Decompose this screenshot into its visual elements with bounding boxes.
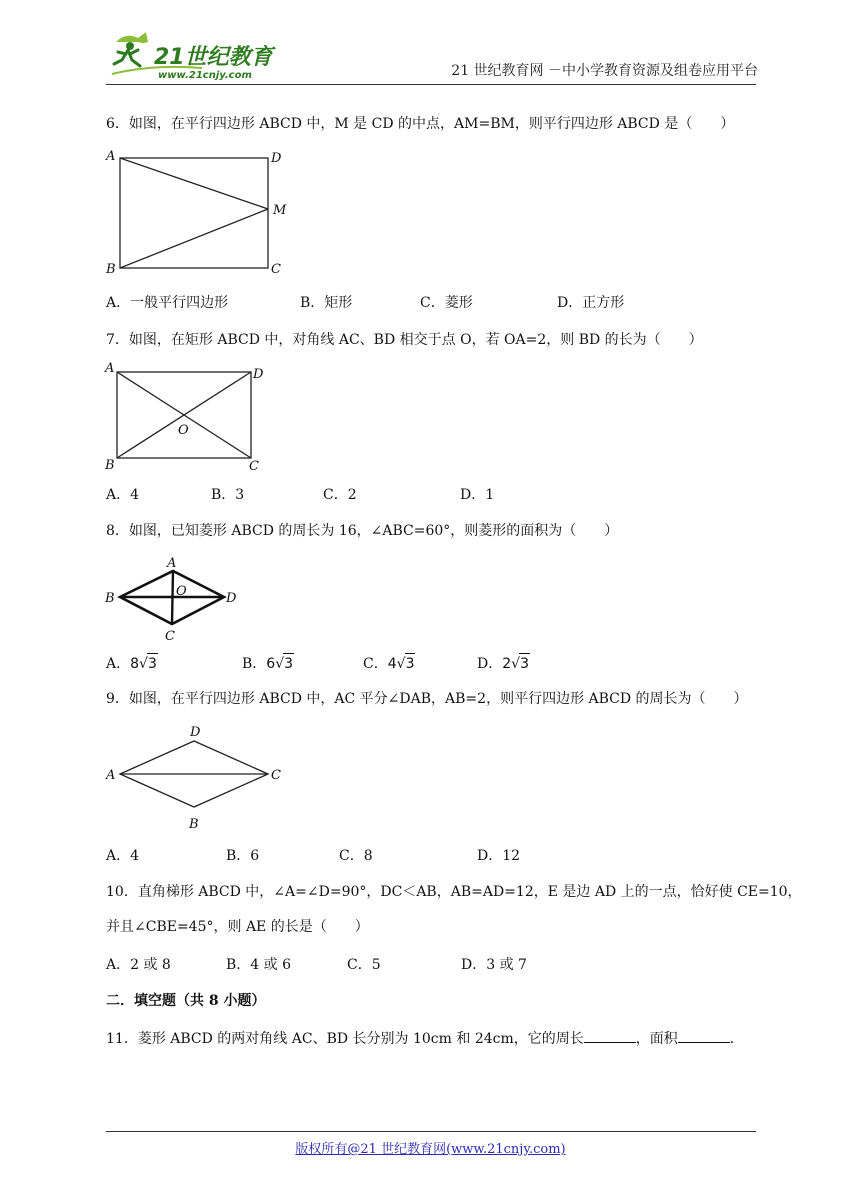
section-2-title: 二．填空题（共 8 小题） [106,993,266,1009]
area-blank [678,1028,730,1043]
question-7-figure [100,360,280,475]
question-6-figure [100,146,300,276]
q10-option-c: C．5 [347,957,381,973]
label-B: B [105,458,115,473]
q7-option-d: D．1 [460,487,495,503]
q6-option-d: D．正方形 [557,295,625,311]
question-11-text: 11．菱形 ABCD 的两对角线 AC、BD 长分别为 10cm 和 24cm，它的周长 ，面积 . [106,1028,734,1049]
q9-option-a: A．4 [106,848,140,864]
q8-option-d: D．2√3 [477,653,530,674]
logo-text: 21世纪教育 [154,45,273,70]
label-B: B [106,262,116,277]
label-A: A [106,768,116,783]
label-C: C [249,459,259,474]
q10-option-a: A．2 或 8 [106,957,171,973]
q7-option-b: B．3 [211,487,245,503]
label-D: D [253,367,264,382]
q8-option-a: A．8√3 [106,653,158,674]
q10-option-d: D．3 或 7 [461,957,527,973]
label-B: B [189,817,199,832]
question-7-text: 7．如图，在矩形 ABCD 中，对角线 AC、BD 相交于点 O，若 OA=2，则 BD 的长为（ ） [106,332,703,348]
footer-copyright-link[interactable]: 版权所有@21 世纪教育网(www.21cnjy.com) [295,1142,566,1157]
perimeter-blank [584,1028,636,1043]
q9-option-d: D．12 [477,848,521,864]
q7-option-c: C．2 [323,487,357,503]
question-6-text: 6．如图，在平行四边形 ABCD 中，M 是 CD 的中点，AM=BM，则平行四边形 ABCD 是（ ） [106,116,735,132]
label-O: O [178,423,189,438]
label-D: D [190,725,201,740]
footer-divider [106,1131,756,1132]
site-logo [108,30,288,82]
q6-option-b: B．矩形 [300,295,353,311]
question-9-figure [100,720,300,835]
q8-option-b: B．6√3 [242,653,294,674]
header-divider [106,84,756,85]
label-A: A [167,556,177,571]
label-C: C [271,768,281,783]
header-site-text: 21 世纪教育网 －中小学教育资源及组卷应用平台 [451,63,758,79]
q8-option-c: C．4√3 [363,653,415,674]
question-9-text: 9．如图，在平行四边形 ABCD 中，AC 平分∠DAB，AB=2，则平行四边形 ABCD 的周长为（ ） [106,691,748,707]
label-C: C [271,262,281,277]
question-10-text-line2: 并且∠CBE=45°，则 AE 的长是（ ） [106,919,369,935]
question-8-text: 8．如图，已知菱形 ABCD 的周长为 16，∠ABC=60°，则菱形的面积为（ ） [106,523,619,539]
q6-option-c: C．菱形 [420,295,473,311]
label-D: D [271,151,282,166]
label-D: D [226,591,237,606]
label-B: B [105,591,115,606]
label-A: A [105,361,115,376]
label-M: M [273,203,287,218]
q10-option-b: B．4 或 6 [226,957,292,973]
logo-url: www.21cnjy.com [158,70,252,81]
q9-option-b: B．6 [226,848,260,864]
question-10-text-line1: 10．直角梯形 ABCD 中，∠A=∠D=90°，DC＜AB，AB=AD=12，E 是边 AD 上的一点，恰好使 CE=10， [106,884,802,900]
label-C: C [165,629,175,644]
label-O: O [176,584,187,599]
q9-option-c: C．8 [339,848,373,864]
q7-option-a: A．4 [106,487,140,503]
q6-option-a: A．一般平行四边形 [106,295,229,311]
question-8-figure [100,550,250,645]
label-A: A [106,149,116,164]
